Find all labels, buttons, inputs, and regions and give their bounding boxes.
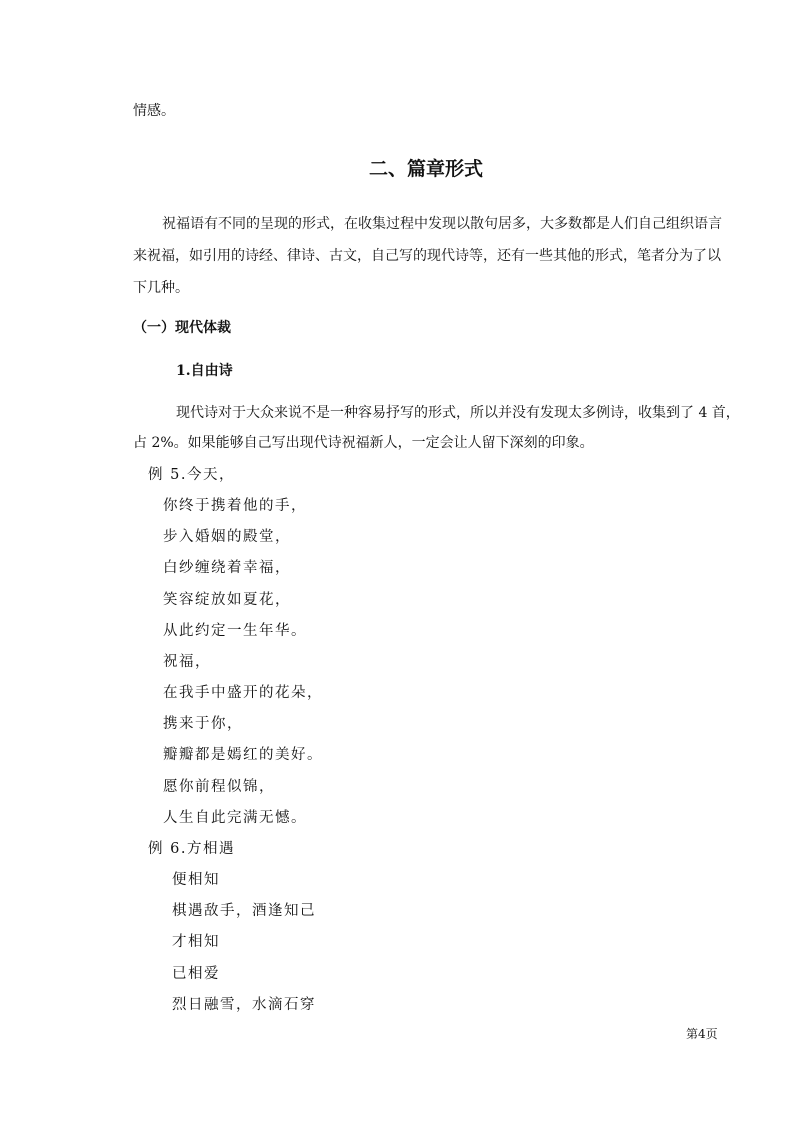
poem-line: 烈日融雪，水滴石穿 bbox=[172, 997, 316, 1013]
section-title: 二、篇章形式 bbox=[369, 158, 484, 180]
poem-line: 才相知 bbox=[172, 934, 220, 950]
intro-tail: 情感。 bbox=[133, 103, 175, 119]
item-title: 1.自由诗 bbox=[176, 363, 233, 379]
paragraph-line: 下几种。 bbox=[133, 280, 189, 296]
poem-line: 携来于你， bbox=[163, 716, 243, 732]
example-label: 例 5.今天， bbox=[148, 467, 235, 483]
poem-line: 人生自此完满无憾。 bbox=[163, 810, 307, 826]
poem-line: 祝福， bbox=[163, 654, 211, 670]
page-number: 第4页 bbox=[686, 1027, 718, 1041]
poem-line: 已相爱 bbox=[172, 966, 220, 982]
paragraph-line: 现代诗对于大众来说不是一种容易抒写的形式，所以并没有发现太多例诗，收集到了 4 首， bbox=[176, 405, 740, 421]
poem-line: 白纱缠绕着幸福， bbox=[163, 560, 291, 576]
poem-line: 笑容绽放如夏花， bbox=[163, 592, 291, 608]
poem-line: 棋遇敌手，酒逢知己 bbox=[172, 903, 316, 919]
poem-line: 瓣瓣都是嫣红的美好。 bbox=[163, 747, 323, 763]
poem-line: 愿你前程似锦， bbox=[163, 779, 275, 795]
poem-line: 便相知 bbox=[172, 872, 220, 888]
poem-line: 从此约定一生年华。 bbox=[163, 623, 307, 639]
poem-line: 在我手中盛开的花朵， bbox=[163, 685, 323, 701]
paragraph-line: 占 2%。如果能够自己写出现代诗祝福新人，一定会让人留下深刻的印象。 bbox=[133, 435, 594, 451]
poem-line: 步入婚姻的殿堂， bbox=[163, 529, 291, 545]
example-label: 例 6.方相遇 bbox=[148, 841, 235, 857]
paragraph-line: 来祝福，如引用的诗经、律诗、古文，自己写的现代诗等，还有一些其他的形式，笔者分为了以 bbox=[133, 248, 721, 264]
poem-line: 你终于携着他的手， bbox=[163, 498, 307, 514]
subsection-title: （一）现代体裁 bbox=[133, 320, 231, 336]
paragraph-line: 祝福语有不同的呈现的形式，在收集过程中发现以散句居多，大多数都是人们自己组织语言 bbox=[162, 216, 722, 232]
